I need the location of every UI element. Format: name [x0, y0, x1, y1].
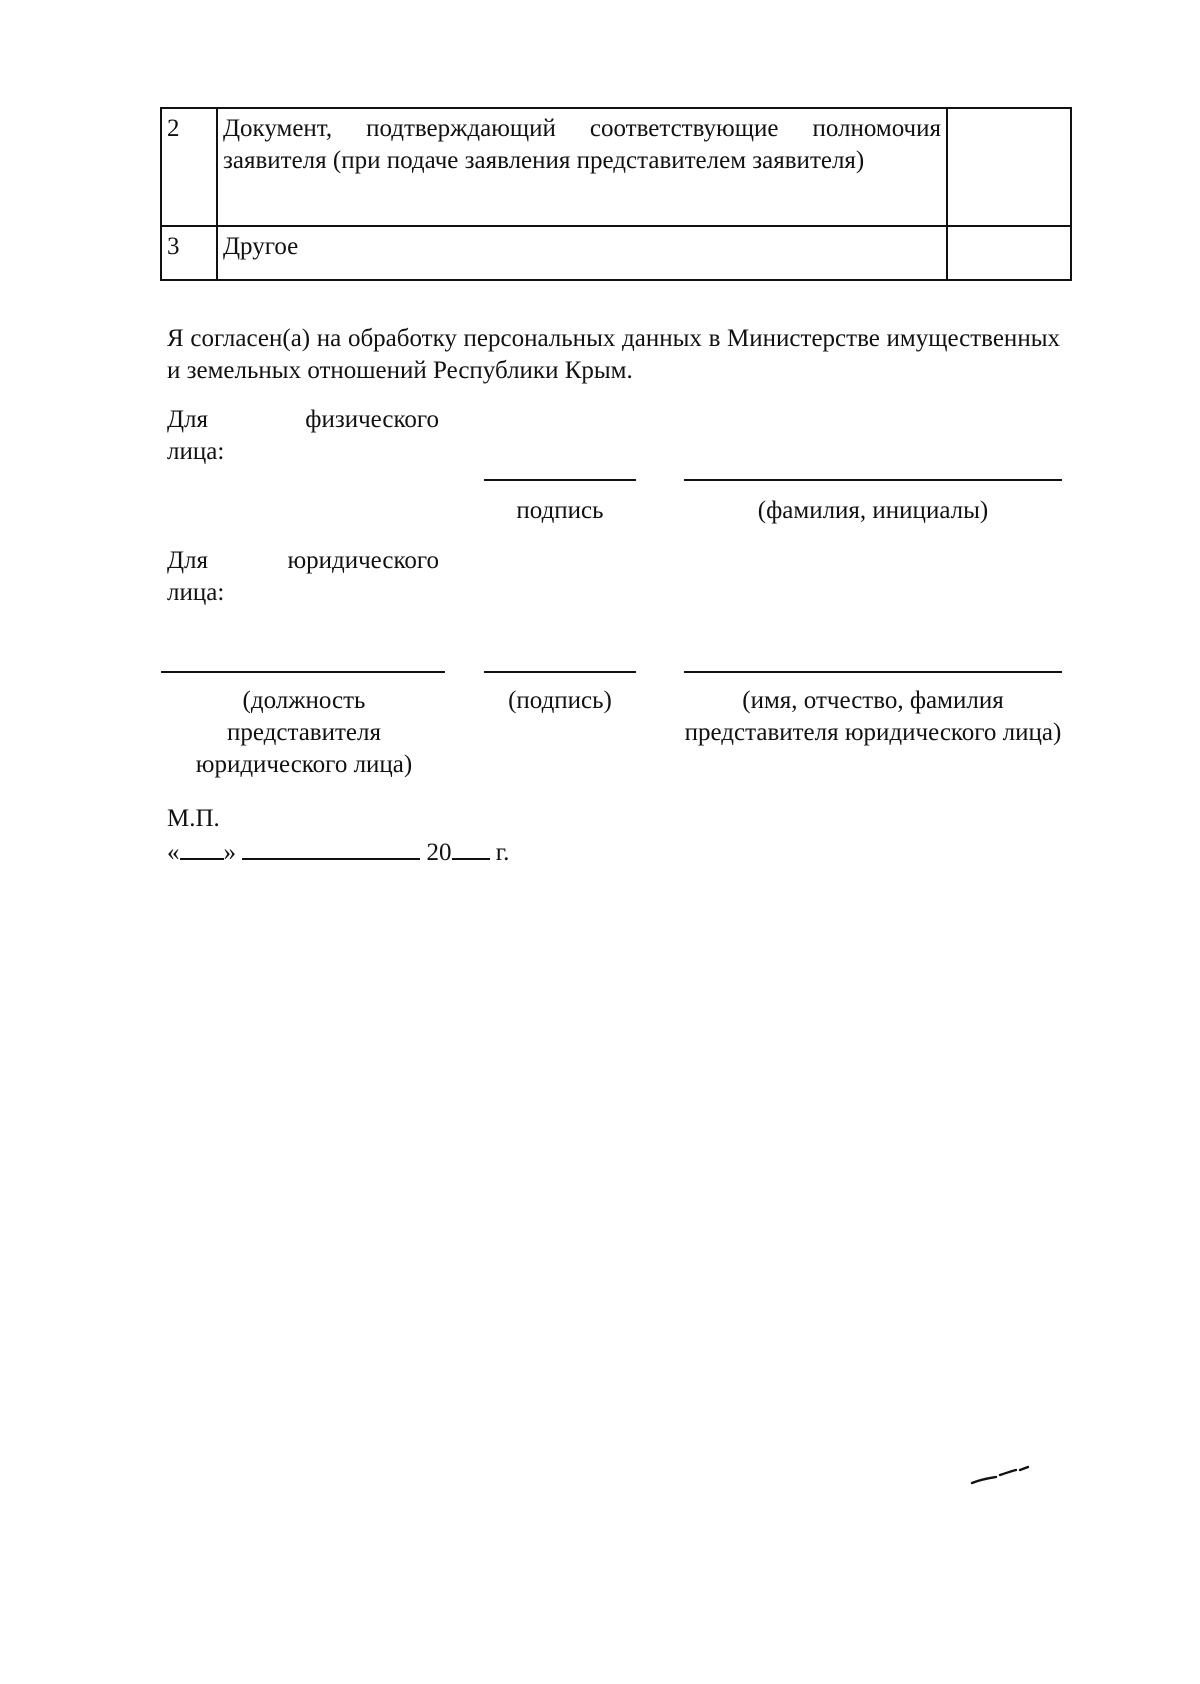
legal-name-line[interactable] [684, 671, 1062, 673]
legal-signature-caption: (подпись) [508, 687, 612, 714]
legal-entity-label-line2: лица: [167, 579, 225, 606]
pen-mark-icon [970, 1465, 1030, 1489]
individual-label-line2: лица: [167, 438, 225, 465]
row-description: Документ, подтверждающий соответствующие полномочия заявителя (при подаче заявления представителем заявителя) [217, 108, 947, 226]
legal-entity-label [167, 545, 439, 609]
legal-entity-label-line1: Для юридического [167, 547, 439, 574]
legal-signature-line[interactable] [484, 671, 636, 673]
date-close-quote: » [223, 839, 236, 866]
month-blank[interactable] [242, 836, 420, 860]
year-blank[interactable] [452, 836, 490, 860]
date-open-quote: « [167, 839, 180, 866]
individual-signature-caption: подпись [516, 497, 604, 524]
row-mark-cell[interactable] [947, 108, 1071, 226]
year-prefix: 20 [426, 839, 452, 866]
consent-paragraph: Я согласен(а) на обработку персональных данных в Министерстве имущественных и земельных отношений Республики Крым. [167, 325, 1060, 384]
year-suffix: г. [495, 839, 510, 866]
individual-name-caption: (фамилия, инициалы) [757, 497, 989, 524]
table-row [161, 108, 1071, 226]
individual-label [167, 404, 439, 468]
legal-name-caption: (имя, отчество, фамилия представителя юридического лица) [684, 687, 1062, 746]
date-line [167, 836, 509, 869]
individual-name-line[interactable] [684, 479, 1062, 481]
individual-label-line1: Для физического [167, 406, 439, 433]
row-number: 2 [161, 108, 217, 226]
individual-signature-line[interactable] [484, 479, 636, 481]
legal-position-line[interactable] [161, 671, 445, 673]
legal-position-caption: (должность представителя юридического лица) [195, 687, 413, 778]
day-blank[interactable] [180, 836, 224, 860]
row-description: Другое [217, 226, 947, 280]
stamp-label: М.П. [167, 805, 220, 832]
table-row [161, 226, 1071, 280]
documents-table [160, 107, 1072, 281]
row-number: 3 [161, 226, 217, 280]
row-mark-cell[interactable] [947, 226, 1071, 280]
